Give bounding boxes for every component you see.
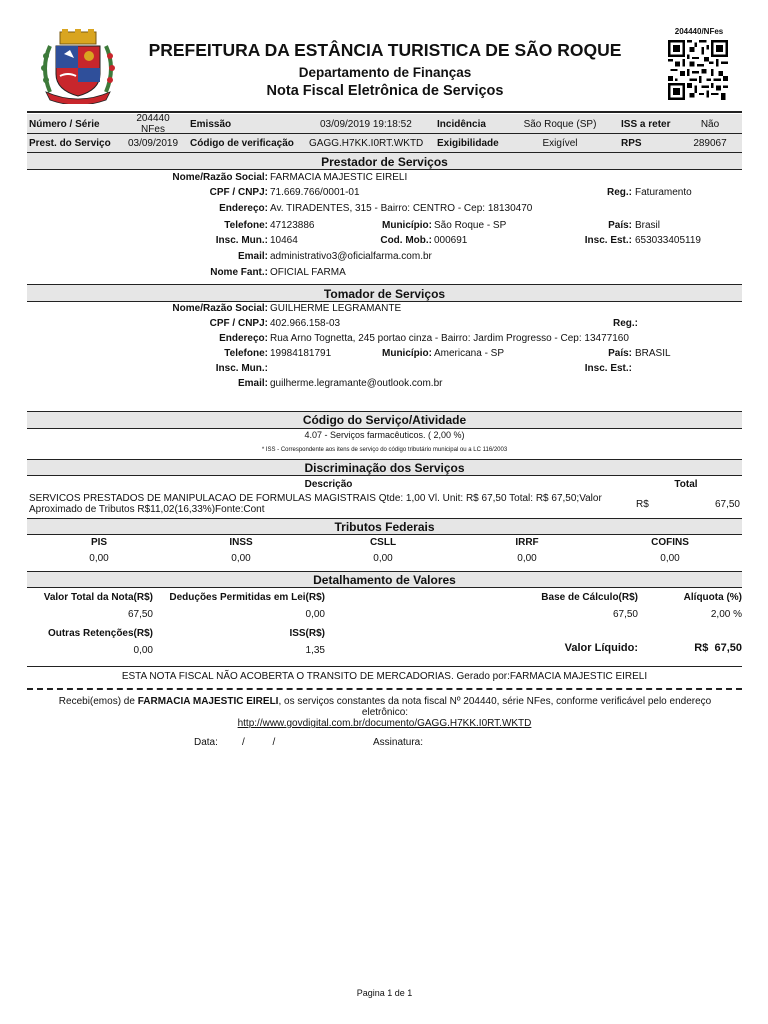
prestador-nome-fant-label: Nome Fant.: [210, 267, 268, 278]
prestador-municipio-value: São Roque - SP [434, 220, 507, 231]
verification-link-wrap [27, 718, 742, 729]
qr-code-icon [668, 40, 728, 100]
prestador-reg-label: Reg.: [607, 187, 632, 198]
base-calculo-label: Base de Cálculo(R$) [541, 592, 638, 603]
prest-servico-label: Prest. do Serviço [29, 138, 111, 149]
divider [27, 666, 742, 667]
valor-liquido-value: R$ 67,50 [694, 642, 742, 654]
prestador-telefone-label: Telefone: [224, 220, 268, 231]
prestador-cod-mob-value: 000691 [434, 235, 468, 246]
valor-liquido-label: Valor Líquido: [564, 642, 638, 654]
divider [27, 133, 742, 134]
iss-label: ISS(R$) [289, 628, 325, 639]
prestador-insc-mun-label: Insc. Mun.: [215, 235, 268, 246]
tomador-reg-label: Reg.: [613, 318, 638, 329]
codigo-verificacao-label: Código de verificação [190, 138, 294, 149]
prestador-insc-mun-value: 10464 [270, 235, 298, 246]
divider [27, 301, 742, 302]
valores-section-title: Detalhamento de Valores [313, 573, 456, 587]
tomador-cpf-label: CPF / CNPJ: [209, 318, 268, 329]
outras-retencoes-label: Outras Retenções(R$) [47, 628, 153, 639]
prestador-insc-est-label: Insc. Est.: [584, 235, 632, 246]
exigibilidade-value: Exigível [542, 138, 578, 149]
total-value: 67,50 [714, 499, 740, 510]
prestador-nome-value: FARMACIA MAJESTIC EIRELI [270, 172, 408, 183]
tributo-csll-label: CSLL [369, 537, 397, 548]
iss-reter-label: ISS a reter [621, 119, 671, 130]
prestador-cod-mob-label: Cod. Mob.: [380, 235, 432, 246]
iss-value: 1,35 [305, 645, 325, 656]
deducoes-value: 0,00 [305, 609, 325, 620]
servico-section-title: Código do Serviço/Atividade [302, 413, 467, 427]
tomador-telefone-value: 19984181791 [270, 348, 332, 359]
discriminacao-section-title: Discriminação dos Serviços [304, 461, 465, 475]
descricao-text: SERVICOS PRESTADOS DE MANIPULACAO DE FORMULAS MAGISTRAIS Qtde: 1,00 Vl. Unit: R$ 67,50 Total: R$ 67,50;Valor Aproximado de Tributos R$11,02(16,33%)Fonte:Cont [29, 493, 602, 515]
department-subtitle: Departamento de Finanças [298, 65, 472, 80]
prestador-municipio-label: Município: [382, 220, 432, 231]
rps-label: RPS [621, 138, 642, 149]
prestador-pais-value: Brasil [635, 220, 661, 231]
cut-line [27, 688, 742, 690]
prestador-pais-label: País: [608, 220, 632, 231]
prestador-email-value: administrativo3@oficialfarma.com.br [270, 251, 432, 262]
prestador-endereco-label: Endereço: [219, 203, 268, 214]
emissao-label: Emissão [190, 119, 232, 130]
tomador-telefone-label: Telefone: [224, 348, 268, 359]
servico-codigo: 4.07 - Serviços farmacêuticos. ( 2,00 %) [304, 430, 465, 440]
qr-label: 204440/NFes [674, 27, 724, 36]
tomador-endereco-value: Rua Arno Tognetta, 245 portao cinza - Bairro: Jardim Progresso - Cep: 13477160 [270, 333, 629, 344]
data-separators: / / [242, 737, 276, 748]
tributos-section-title: Tributos Federais [334, 520, 435, 534]
prestador-email-label: Email: [237, 251, 268, 262]
tributo-cofins-label: COFINS [651, 537, 689, 548]
rps-value: 289067 [693, 138, 727, 149]
tomador-nome-label: Nome/Razão Social: [172, 303, 268, 314]
page-number: Pagina 1 de 1 [356, 988, 413, 998]
iss-reter-value: Não [700, 119, 720, 130]
tomador-pais-label: País: [608, 348, 632, 359]
outras-retencoes-value: 0,00 [133, 645, 153, 656]
prestador-insc-est-value: 653033405119 [635, 235, 701, 246]
serie-value: NFes [141, 124, 165, 135]
tributo-irrf-label: IRRF [515, 537, 539, 548]
valor-total-value: 67,50 [127, 609, 153, 620]
tomador-endereco-label: Endereço: [219, 333, 268, 344]
tributo-csll-value: 0,00 [373, 553, 393, 564]
divider [27, 475, 742, 476]
servico-nota-iss: * ISS - Correspondente aos itens de serviço do código tributário municipal ou a LC 116/2003 [261, 447, 508, 453]
tomador-insc-mun-label: Insc. Mun.: [215, 363, 268, 374]
tomador-email-label: Email: [237, 378, 268, 389]
assinatura-label: Assinatura: [373, 737, 424, 748]
total-currency: R$ [636, 499, 649, 510]
prestador-nome-label: Nome/Razão Social: [172, 172, 268, 183]
prestador-nome-fant-value: OFICIAL FARMA [270, 267, 346, 278]
divider [27, 534, 742, 535]
verification-link[interactable]: http://www.govdigital.com.br/documento/GAGG.H7KK.I0RT.WKTD [237, 718, 532, 729]
tomador-pais-value: BRASIL [635, 348, 671, 359]
incidencia-value: São Roque (SP) [523, 119, 597, 130]
divider [27, 169, 742, 170]
tributo-cofins-value: 0,00 [660, 553, 680, 564]
aviso-transito: ESTA NOTA FISCAL NÃO ACOBERTA O TRANSITO DE MERCADORIAS. Gerado por:FARMACIA MAJESTIC EIRELI [121, 671, 648, 682]
tomador-cpf-value: 402.966.158-03 [270, 318, 341, 329]
prest-servico-value: 03/09/2019 [127, 138, 179, 149]
numero-value: 204440 [136, 113, 170, 124]
recibo-text [40, 696, 730, 718]
divider [27, 587, 742, 588]
aliquota-label: Alíquota (%) [683, 592, 742, 603]
prestador-telefone-value: 47123886 [270, 220, 315, 231]
deducoes-label: Deduções Permitidas em Lei(R$) [169, 592, 325, 603]
prestador-section-title: Prestador de Serviços [321, 155, 448, 169]
tributo-pis-value: 0,00 [89, 553, 109, 564]
prestador-endereco-value: Av. TIRADENTES, 315 - Bairro: CENTRO - Cep: 18130470 [270, 203, 533, 214]
divider [27, 428, 742, 429]
tomador-municipio-value: Americana - SP [434, 348, 505, 359]
recibo-prefix: Recebi(emos) de [58, 696, 138, 707]
tributo-inss-value: 0,00 [231, 553, 251, 564]
tributo-inss-label: INSS [229, 537, 253, 548]
municipal-crest-logo [36, 28, 120, 104]
prestador-reg-value: Faturamento [635, 187, 692, 198]
tomador-insc-est-label: Insc. Est.: [584, 363, 632, 374]
prestador-cpf-label: CPF / CNPJ: [209, 187, 268, 198]
incidencia-label: Incidência [437, 119, 486, 130]
prestador-cpf-value: 71.669.766/0001-01 [270, 187, 360, 198]
tributo-pis-label: PIS [90, 537, 108, 548]
exigibilidade-label: Exigibilidade [437, 138, 499, 149]
tributo-irrf-value: 0,00 [517, 553, 537, 564]
tomador-nome-value: GUILHERME LEGRAMANTE [270, 303, 402, 314]
recibo-suffix: , os serviços constantes da nota fiscal Nº 204440, série NFes, conforme verificável pelo endereço eletrônico: [278, 696, 712, 718]
tomador-municipio-label: Município: [382, 348, 432, 359]
emissao-value: 03/09/2019 19:18:52 [320, 119, 412, 130]
data-label: Data: [194, 737, 218, 748]
valor-total-label: Valor Total da Nota(R$) [43, 592, 153, 603]
recibo-empresa: FARMACIA MAJESTIC EIRELI [137, 696, 279, 707]
tomador-section-title: Tomador de Serviços [323, 287, 446, 301]
tomador-email-value: guilherme.legramante@outlook.com.br [270, 378, 443, 389]
numero-serie-label: Número / Série [29, 119, 100, 130]
document-type-subtitle: Nota Fiscal Eletrônica de Serviços [266, 83, 504, 99]
aliquota-value: 2,00 % [710, 609, 742, 620]
total-column-header: Total [674, 479, 698, 490]
descricao-column-header: Descrição [304, 479, 353, 490]
codigo-verificacao-value: GAGG.H7KK.I0RT.WKTD [309, 138, 424, 149]
page-title: PREFEITURA DA ESTÂNCIA TURISTICA DE SÃO ROQUE [148, 40, 622, 60]
base-calculo-value: 67,50 [612, 609, 638, 620]
